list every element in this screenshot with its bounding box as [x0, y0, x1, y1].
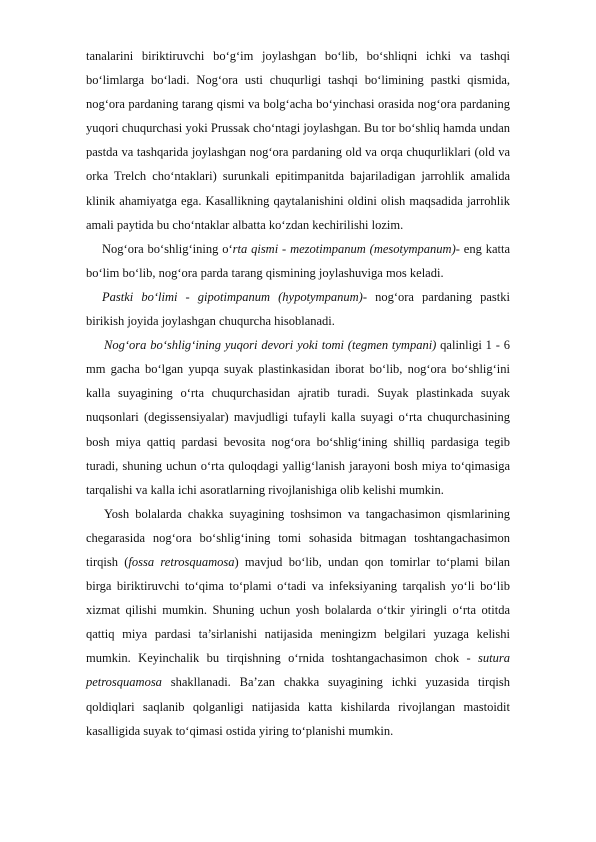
italic-term: fossa retrosquamosa	[128, 554, 235, 569]
paragraph-text: eng katta bo‘lim bo‘lib, nog‘ora parda tarang qismining joylashuviga mos keladi.	[86, 241, 510, 280]
italic-term: Pastki bo‘limi - gipotimpanum (hypotympanum)-	[102, 289, 367, 304]
paragraph-continuation: tanalarini biriktiruvchi bo‘g‘im joylashgan bo‘lib, bo‘shliqni ichki va tashqi bo‘limlarga bo‘ladi. Nog‘ora usti chuqurligi tashqi bo‘limining pastki qismida, nog‘ora pardaning tarang qismi va bolg‘acha bo‘yinchasi orasida nog‘ora pardaning yuqori chuqurchasi yoki Prussak cho‘ntagi joylashgan. Bu tor bo‘shliq hamda undan pastda va tashqarida joylashgan nog‘ora pardaning old va orqa chuqurliklari (old va orka Trelch cho‘ntaklari) surunkali epitimpanitda bajariladigan jarrohlik amalida klinik ahamiyatga ega. Kasallikning qaytalanishini oldini olish maqsadida jarrohlik amali paytida bu cho‘ntaklar albatta ko‘zdan kechirilishi lozim.	[86, 49, 510, 232]
paragraph-text: shakllanadi. Ba’zan chakka suyagining ichki yuzasida tirqish qoldiqlari saqlanib qolganligi natijasida katta kishilarda rivojlangan mastoidit kasalligida suyak to‘qimasi ostida yiring to‘planishi mumkin.	[86, 675, 510, 738]
paragraph-text: Yosh bolalarda chakka suyagining toshsimon va tangachasimon qismlarining chegarasida nog‘ora bo‘shlig‘ining tomi sohasida bitmagan toshtangachasimon tirqish (	[86, 506, 510, 569]
paragraph-text: nog‘ora pardaning pastki birikish joyida joylashgan chuqurcha hisoblanadi.	[86, 289, 510, 329]
paragraph-mezotimpanum	[86, 237, 510, 285]
paragraph-text: qalinligi 1 - 6 mm gacha bo‘lgan yupqa suyak plastinkasidan iborat bo‘lib, nog‘ora bo‘shlig‘ini kalla suyagining o‘rta chuqurchasidan ajratib turadi. Suyak plastinkada suyak nuqsonlari (degissensiyalar) mavjudligi tufayli kalla suyagi o‘rta chuqurchasining bosh miya qattiq pardasi bevosita nog‘ora bo‘shlig‘ining shilliq pardasiga tegib turadi, shuning uchun o‘rta quloqdagi yallig‘lanish jarayoni bosh miya to‘qimasiga tarqalishi va kalla ichi asoratlarning rivojlanishiga olib kelishi mumkin.	[86, 338, 511, 497]
paragraph-text: Nog‘ora bo‘shlig‘ining o‘	[102, 241, 233, 256]
italic-term: rta qismi - mezotimpanum (mesotympanum)-	[232, 241, 460, 256]
paragraph-tegmen-tympani	[86, 333, 510, 502]
paragraph-fossa-retrosquamosa	[86, 502, 510, 743]
document-page	[86, 44, 510, 743]
paragraph-text: ) mavjud bo‘lib, undan qon tomirlar to‘plami bilan birga biriktiruvchi to‘qima to‘plami o‘tadi va infeksiyaning tarqalish yo‘li bo‘lib xizmat qilishi mumkin. Shuning uchun yosh bolalarda o‘tkir yiringli o‘rta otitda qattiq miya pardasi ta’sirlanishi natijasida meningizm belgilari yuzaga kelishi mumkin. Keyinchalik bu tirqishning o‘rnida toshtangachasimon chok -	[86, 554, 511, 666]
italic-term: sutura petrosquamosa	[86, 651, 510, 690]
paragraph-gipotimpanum	[86, 285, 510, 333]
italic-term: Nog‘ora bo‘shlig‘ining yuqori devori yoki tomi (tegmen tympani)	[104, 338, 437, 353]
